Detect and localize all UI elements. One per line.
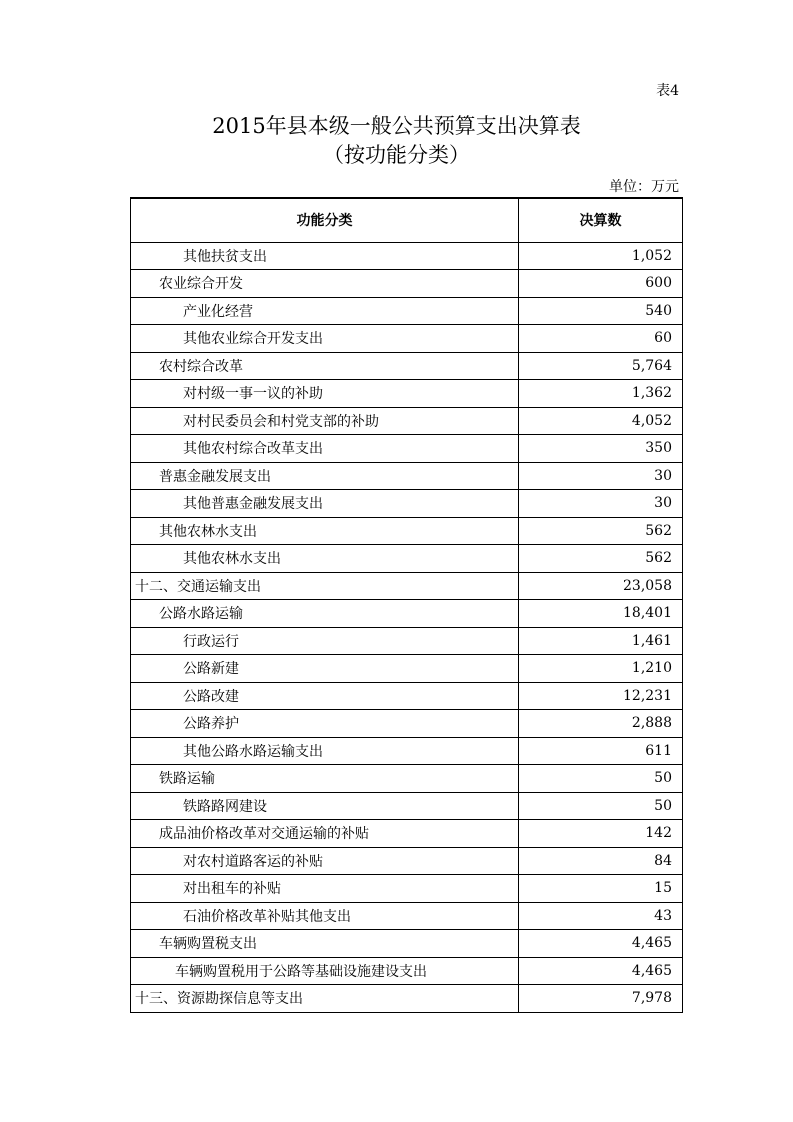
row-category: 公路养护 [131, 710, 519, 738]
row-amount: 1,052 [519, 242, 683, 270]
table-header [131, 198, 683, 242]
row-category: 普惠金融发展支出 [131, 462, 519, 490]
table-row [131, 352, 683, 380]
row-category: 其他公路水路运输支出 [131, 737, 519, 765]
row-amount: 60 [519, 325, 683, 353]
row-category: 铁路路网建设 [131, 792, 519, 820]
table-number: 表4 [656, 83, 679, 99]
table-row [131, 710, 683, 738]
row-category: 对农村道路客运的补贴 [131, 847, 519, 875]
row-category: 石油价格改革补贴其他支出 [131, 902, 519, 930]
table-row [131, 517, 683, 545]
row-amount: 50 [519, 765, 683, 793]
row-amount: 30 [519, 490, 683, 518]
row-amount: 350 [519, 435, 683, 463]
row-amount: 43 [519, 902, 683, 930]
table-row [131, 490, 683, 518]
row-category: 其他扶贫支出 [131, 242, 519, 270]
row-category: 其他农林水支出 [131, 545, 519, 573]
row-amount: 611 [519, 737, 683, 765]
row-category: 其他农业综合开发支出 [131, 325, 519, 353]
row-amount: 1,362 [519, 380, 683, 408]
row-amount: 18,401 [519, 600, 683, 628]
row-amount: 4,052 [519, 407, 683, 435]
row-amount: 4,465 [519, 930, 683, 958]
row-amount: 1,210 [519, 655, 683, 683]
row-category: 其他农村综合改革支出 [131, 435, 519, 463]
table-row [131, 572, 683, 600]
table-row [131, 297, 683, 325]
row-category: 公路新建 [131, 655, 519, 683]
row-amount: 4,465 [519, 957, 683, 985]
table-row [131, 957, 683, 985]
row-category: 十三、资源勘探信息等支出 [131, 985, 519, 1013]
row-category: 车辆购置税用于公路等基础设施建设支出 [131, 957, 519, 985]
column-header-category: 功能分类 [131, 198, 519, 242]
row-category: 成品油价格改革对交通运输的补贴 [131, 820, 519, 848]
row-amount: 142 [519, 820, 683, 848]
row-amount: 600 [519, 270, 683, 298]
row-category: 十二、交通运输支出 [131, 572, 519, 600]
table-row [131, 985, 683, 1013]
row-amount: 1,461 [519, 627, 683, 655]
table-row [131, 737, 683, 765]
table-row [131, 242, 683, 270]
row-amount: 23,058 [519, 572, 683, 600]
row-amount: 7,978 [519, 985, 683, 1013]
table-row [131, 545, 683, 573]
table-row [131, 407, 683, 435]
row-category: 对出租车的补贴 [131, 875, 519, 903]
table-row [131, 627, 683, 655]
table-row [131, 682, 683, 710]
table-row [131, 847, 683, 875]
page-title: 2015年县本级一般公共预算支出决算表 [212, 114, 581, 138]
row-category: 对村民委员会和村党支部的补助 [131, 407, 519, 435]
row-amount: 84 [519, 847, 683, 875]
row-amount: 12,231 [519, 682, 683, 710]
row-category: 其他普惠金融发展支出 [131, 490, 519, 518]
unit-label: 单位：万元 [609, 179, 679, 195]
table-row [131, 792, 683, 820]
table-row [131, 600, 683, 628]
row-category: 车辆购置税支出 [131, 930, 519, 958]
table-row [131, 270, 683, 298]
row-category: 产业化经营 [131, 297, 519, 325]
row-amount: 5,764 [519, 352, 683, 380]
row-amount: 562 [519, 545, 683, 573]
row-category: 其他农林水支出 [131, 517, 519, 545]
table-row [131, 765, 683, 793]
table-row [131, 820, 683, 848]
row-category: 行政运行 [131, 627, 519, 655]
row-amount: 540 [519, 297, 683, 325]
table-row [131, 875, 683, 903]
table-row [131, 655, 683, 683]
row-amount: 15 [519, 875, 683, 903]
table-row [131, 435, 683, 463]
row-amount: 50 [519, 792, 683, 820]
table-row [131, 380, 683, 408]
page-subtitle: （按功能分类） [323, 143, 470, 167]
budget-table [130, 197, 683, 1013]
row-amount: 30 [519, 462, 683, 490]
table-row [131, 930, 683, 958]
row-category: 农业综合开发 [131, 270, 519, 298]
row-category: 公路改建 [131, 682, 519, 710]
column-header-amount: 决算数 [519, 198, 683, 242]
table-row [131, 325, 683, 353]
row-category: 对村级一事一议的补助 [131, 380, 519, 408]
row-amount: 562 [519, 517, 683, 545]
table-row [131, 902, 683, 930]
row-category: 农村综合改革 [131, 352, 519, 380]
row-category: 铁路运输 [131, 765, 519, 793]
row-category: 公路水路运输 [131, 600, 519, 628]
table-body [131, 242, 683, 1012]
table-row [131, 462, 683, 490]
row-amount: 2,888 [519, 710, 683, 738]
